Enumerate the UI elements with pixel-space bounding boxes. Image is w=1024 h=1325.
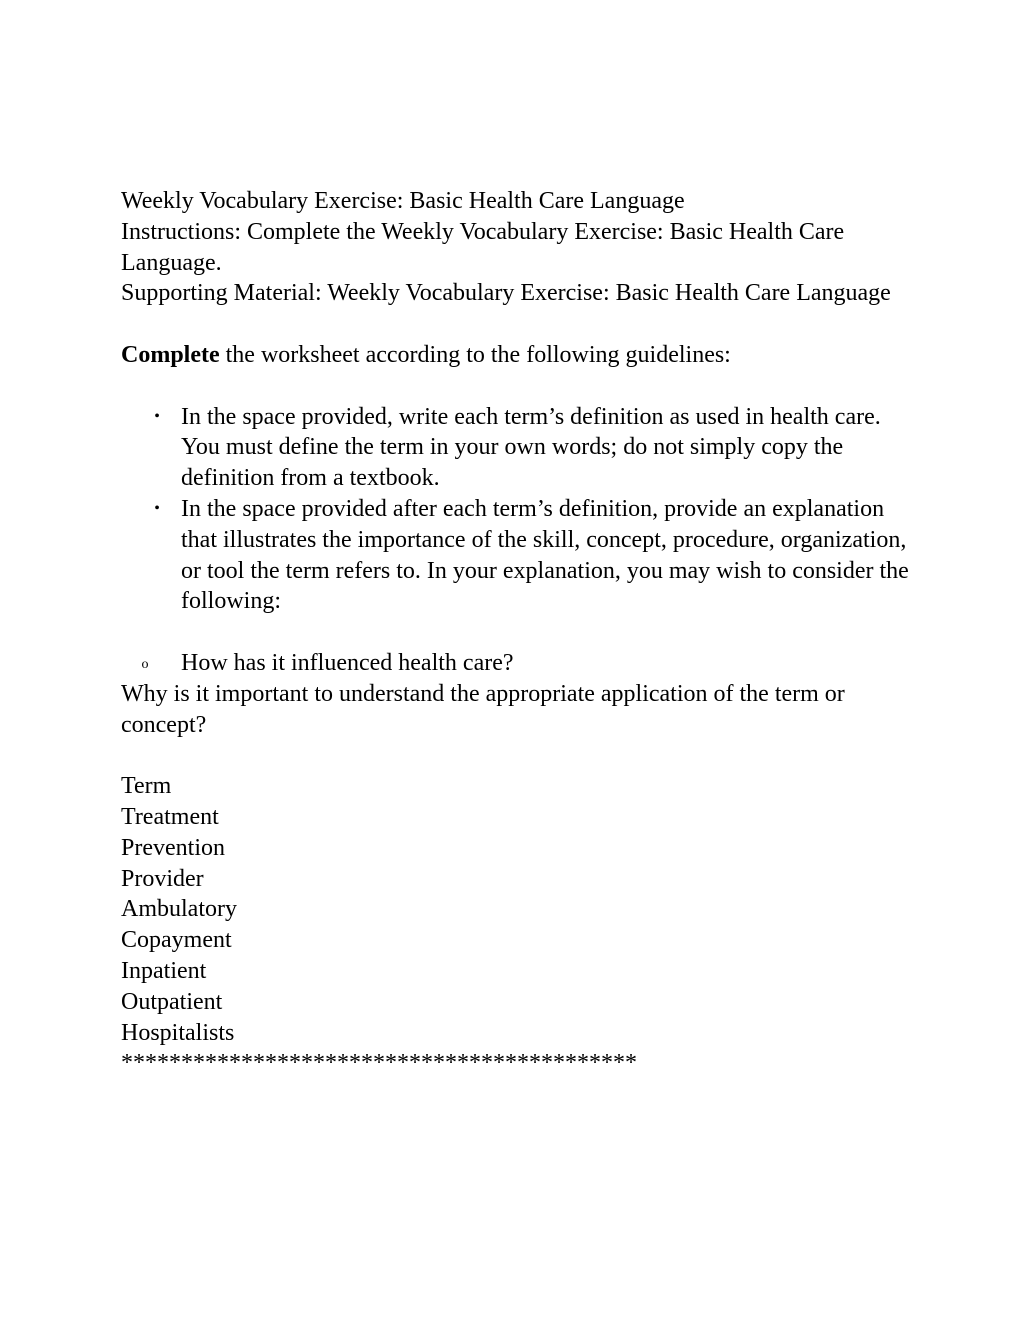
sub-list-item-text: How has it influenced health care? [181,649,514,676]
term-list [121,771,911,1048]
list-item [154,494,911,617]
term-header: Term [121,773,172,800]
bullet-icon: • [154,407,160,425]
guidelines-lead [121,340,911,371]
bullet-icon: • [154,499,160,517]
separator-line: ******************************************* [121,1050,637,1077]
document-title: Weekly Vocabulary Exercise: Basic Health Care Language [121,188,685,214]
document-page [121,186,911,1079]
follow-up-question: Why is it important to understand the appropriate application of the term or concept? [121,680,845,738]
term-item: Outpatient [121,988,223,1015]
term-item: Ambulatory [121,896,237,923]
term-item: Provider [121,865,204,892]
term-item: Inpatient [121,957,207,984]
sub-list-item [121,648,911,679]
term-item: Hospitalists [121,1019,235,1046]
spacer [121,371,911,402]
guidelines-lead-bold: Complete [121,341,220,368]
guidelines-list [121,402,911,618]
spacer [121,740,911,771]
supporting-material-text: Supporting Material: Weekly Vocabulary Exercise: Basic Health Care Language [121,280,891,307]
term-item: Prevention [121,834,225,861]
spacer [121,617,911,648]
guidelines-lead-rest: the worksheet according to the following guidelines: [219,341,731,368]
list-item-text: In the space provided, write each term’s definition as used in health care. You must define the term in your own words; do not simply copy the definition from a textbook. [181,403,881,492]
term-item: Treatment [121,803,219,830]
circle-bullet-icon: o [141,656,149,672]
list-item [154,402,911,494]
term-item: Copayment [121,927,232,954]
instructions-text: Instructions: Complete the Weekly Vocabulary Exercise: Basic Health Care Language. [121,218,845,276]
list-item-text: In the space provided after each term’s definition, provide an explanation that illustrates the importance of the skill, concept, procedure, organization, or tool the term refers to. In your explanation, you may wish to consider the following: [181,495,909,615]
spacer [121,309,911,340]
